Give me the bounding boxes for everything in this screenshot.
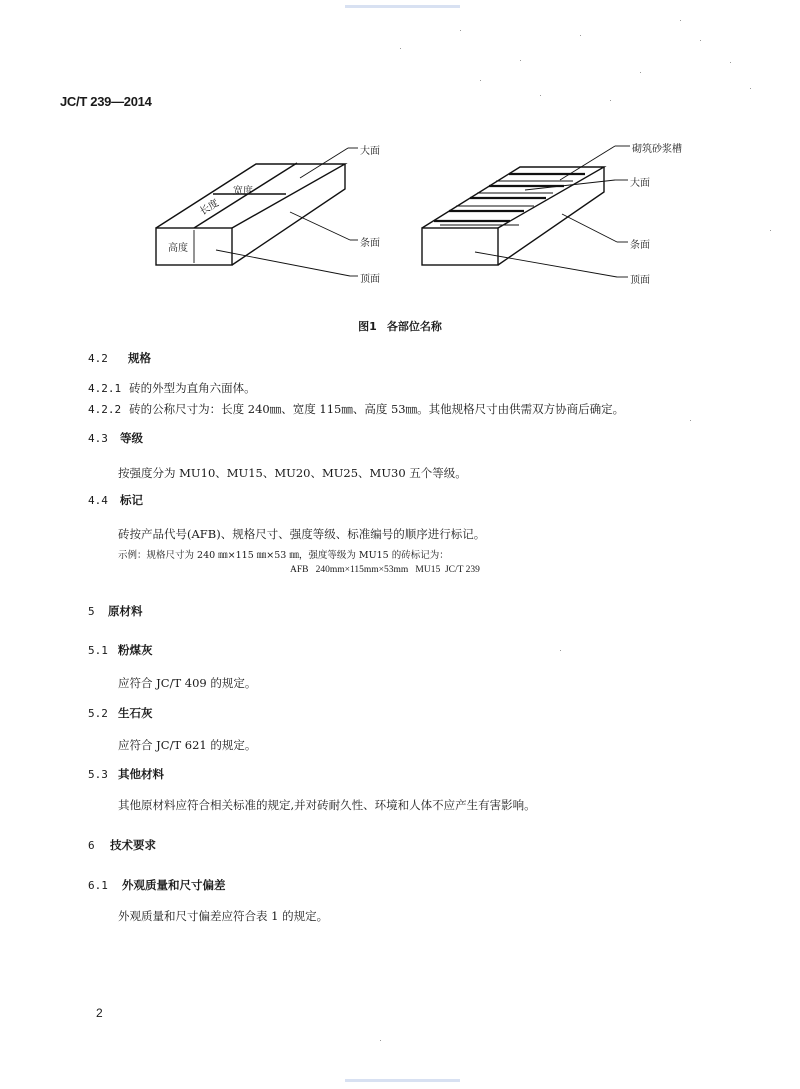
label-length: 长度 [198,197,221,218]
heading-4-4: 4.4 标记 [88,493,143,507]
label-big-face-right: 大面 [630,178,650,189]
section-number: 4.2 [88,352,108,365]
label-stretcher-face-right: 条面 [630,240,650,251]
label-height: 高度 [168,243,188,254]
paragraph-4-4: 砖按产品代号(AFB)、规格尺寸、强度等级、标准编号的顺序进行标记。 [118,527,486,541]
heading-4-3: 4.3 等级 [88,431,143,445]
paragraph-4-3: 按强度分为 MU10、MU15、MU20、MU25、MU30 五个等级。 [118,466,467,480]
label-width: 宽度 [233,186,253,197]
heading-6-1: 6.1 外观质量和尺寸偏差 [88,878,226,892]
marking-example: AFB 240mm×115mm×53mm MU15 JC/T 239 [290,565,480,575]
label-header-face-right: 顶面 [630,275,650,286]
heading-4-2 [88,350,151,366]
label-stretcher-face-left: 条面 [360,238,380,249]
label-header-face-left: 顶面 [360,274,380,285]
heading-5-1: 5.1 粉煤灰 [88,643,153,657]
example-4-4: 示例：规格尺寸为 240 ㎜×115 ㎜×53 ㎜，强度等级为 MU15 的砖标记为： [118,550,449,561]
paragraph-5-1: 应符合 JC/T 409 的规定。 [118,676,257,690]
paragraph-5-3: 其他原材料应符合相关标准的规定,并对砖耐久性、环境和人体不应产生有害影响。 [118,798,536,812]
heading-5-3: 5.3 其他材料 [88,767,164,781]
paragraph-6-1: 外观质量和尺寸偏差应符合表 1 的规定。 [118,909,329,923]
standard-code: JC/T 239—2014 [60,94,152,109]
section-title: 规格 [128,351,151,365]
figure-1-diagram [140,130,660,290]
clause-4-2-2: 4.2.2 砖的公称尺寸为：长度 240㎜、宽度 115㎜、高度 53㎜。其他规格尺寸由供需双方协商后确定。 [88,402,625,416]
figure-title: 各部位名称 [386,320,442,333]
heading-5-2: 5.2 生石灰 [88,706,153,720]
clause-4-2-1: 4.2.1 砖的外型为直角六面体。 [88,381,256,395]
bottom-watermark [345,1079,460,1082]
heading-6: 6 技术要求 [88,838,156,852]
label-big-face-left: 大面 [360,146,380,157]
label-mortar-groove: 砌筑砂浆槽 [632,144,682,155]
right-brick [422,146,630,277]
heading-5: 5 原材料 [88,604,143,618]
figure-number: 图1 [358,320,377,333]
top-watermark [345,5,460,8]
figure-caption [0,318,800,334]
left-brick [156,148,358,276]
paragraph-5-2: 应符合 JC/T 621 的规定。 [118,738,257,752]
page-number: 2 [96,1006,103,1020]
